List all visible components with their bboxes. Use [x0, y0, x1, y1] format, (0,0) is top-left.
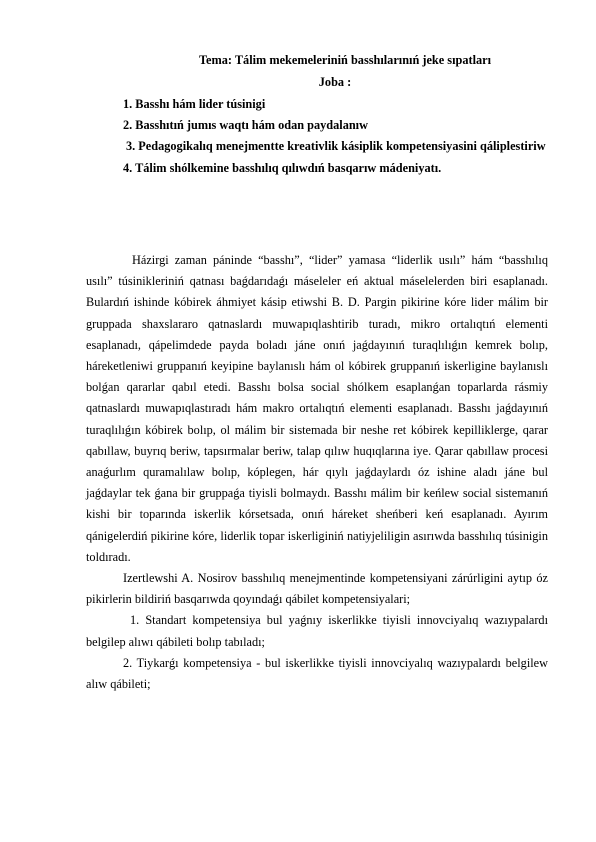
- body-text: [86, 250, 548, 695]
- paragraph: 2. Tiykarǵı kompetensiya - bul iskerlikke tiyisli innovciyalıq wazıypalardı belgilew alıw qábileti;: [86, 655, 548, 692]
- plan-item: 3. Pedagogikalıq menejmentte kreativlik kásiplik kompetensiyasini qáliplestiriw: [126, 139, 546, 154]
- paragraph: 1. Standart kompetensiya bul yaǵnıy iskerlikke tiyisli innovciyalıq wazıypalardı belgilep alıwı qábileti bolıp tabıladı;: [86, 613, 548, 649]
- plan-item: 2. Basshıtıń jumıs waqtı hám odan paydalanıw: [123, 118, 368, 133]
- plan-list: [86, 94, 548, 179]
- paragraph: Házirgi zaman páninde “basshı”, “lider” yamasa “liderlik usılı” hám “basshılıq usılı” túsinikleriniń qatnası baǵdarıdaǵı máseleler eń aktual máselelerden biri esaplanadı. Bulardıń ishinde kóbirek áhmiyet kásip etiwshi B. D. Pargin pikirine kóre lider málim bir gruppada shaxslararo qatnaslardı muwapıqlashtirib turadı, mikro ortalıqtıń elementi esaplanadı, qápelimdede payda boladı jáne onıń jaǵdayınıń turaqlılıǵın kemrek bolıp, háreketleniwi gruppanıń keyipine baylanıslı hám ol kóbirek gruppanıń iskerligine baylanıslı bolǵan qararlar qabıl etedi. Basshı bolsa social shólkem esaplanǵan toparlarda rásmiy qatnaslardı muwapıqlastıradı hám makro ortalıqtıń elementi esaplanadı. Basshı jaǵdayınıń turaqlılıǵın kóbirek bolıp, ol málim bir sistemada bir neshe ret kóbirek kepilliklerge, qarar qabıllaw, buyrıq beriw, tapsırmalar beriw, talap qılıw huqıqlarına iye. Qarar qabıllaw procesi anaǵurlım quramalılaw bolıp, kóplegen, hár qıylı jaǵdaylardı óz ishine aladı jáne bul jaǵdaylar tek ǵana bir gruppaǵa tiyisli bolmaydı. Basshı málim bir keńlew social sistemanıń kishi bir toparında iskerlik kórsetsada, onıń háreket sheńberi keń esaplanadı. Ayırım qánigelerdiń pikirine kóre, liderlik topar iskerliginiń natiyjeliligin asırıwda basshılıq túsinigin toldıradı.: [86, 253, 548, 564]
- plan-item: 1. Basshı hám lider túsinigi: [123, 97, 266, 111]
- paragraph: Izertlewshi A. Nosirov basshılıq menejmentinde kompetensiyani zárúrligini aytıp óz pikirlerin bildiriń basqarıwda qoyındaǵı qábilet kompetensiyalari;: [86, 571, 548, 607]
- plan-heading: Joba :: [318, 75, 352, 89]
- document-title: Tema: Tálim mekemeleriniń basshılarınıń jeke sıpatları: [198, 53, 492, 67]
- plan-item: 4. Tálim shólkemine basshılıq qılıwdıń basqarıw mádeniyatı.: [123, 160, 442, 175]
